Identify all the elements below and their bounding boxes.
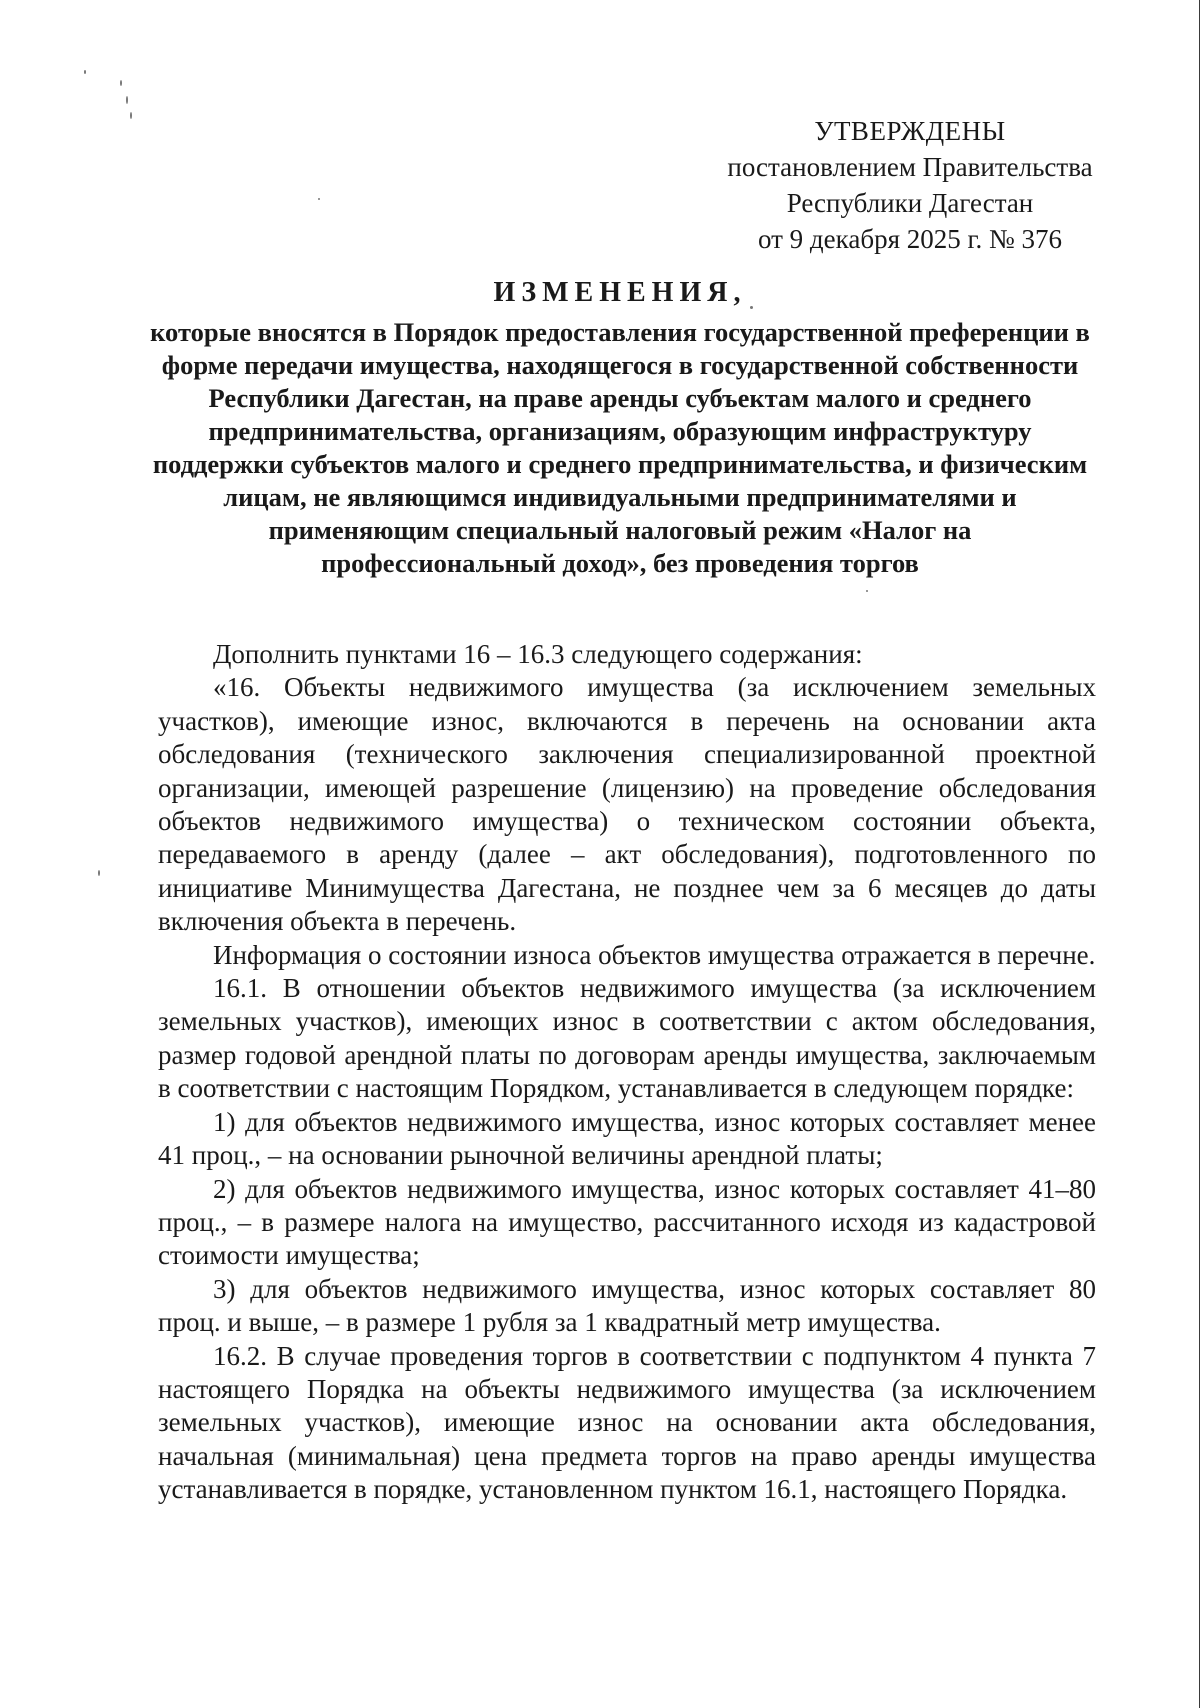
paragraph-16: «16. Объекты недвижимого имущества (за исключением земельных участков), имеющие износ, включаются в перечень на основании акта обследования (технического заключения специализированной проектной организации, имеющей разрешение (лицензию) на проведение обследования объектов недвижимого имущества) о техническом состоянии объекта, передаваемого в аренду (далее – акт обследования), подготовленного по инициативе Минимущества Дагестана, не позднее чем за 6 месяцев до даты включения объекта в перечень. [158, 672, 1096, 937]
scan-speck [130, 112, 132, 119]
document-title-block [150, 276, 1090, 580]
approval-line: постановлением Правительства [727, 152, 1093, 182]
scan-speck [120, 80, 122, 86]
scan-speck [126, 96, 128, 104]
scan-speck [318, 198, 320, 200]
approval-date: от 9 декабря 2025 г. № 376 [757, 224, 1063, 254]
document-title: ИЗМЕНЕНИЯ, [493, 277, 747, 308]
document-subtitle: которые вносятся в Порядок предоставления государственной преференции в форме передачи имущества, находящегося в государственной собственности Республики Дагестан, на праве аренды субъектам малого и среднего предпринимательства, организациям, образующим инфраструктуру поддержки субъектов малого и среднего предпринимательства, и физическим лицам, не являющимся индивидуальными предпринимателями и применяющим специальный налоговый режим «Налог на профессиональный доход», без проведения торгов [150, 317, 1090, 578]
paragraph-16-2: 16.2. В случае проведения торгов в соответствии с подпунктом 4 пункта 7 настоящего Порядка на объекты недвижимого имущества (за исключением земельных участков), имеющие износ на основании акта обследования, начальная (минимальная) цена предмета торгов на право аренды имущества устанавливается в порядке, установленном пунктом 16.1, настоящего Порядка. [158, 1340, 1096, 1505]
scan-speck [84, 70, 86, 74]
list-item-3: 3) для объектов недвижимого имущества, износ которых составляет 80 проц. и выше, – в размере 1 рубля за 1 квадратный метр имущества. [158, 1273, 1096, 1338]
list-item-2: 2) для объектов недвижимого имущества, износ которых составляет 41–80 проц., – в размере налога на имущество, рассчитанного исходя из кадастровой стоимости имущества; [158, 1173, 1096, 1271]
approval-line: Республики Дагестан [786, 188, 1034, 218]
approval-heading: УТВЕРЖДЕНЫ [814, 116, 1006, 146]
paragraph-intro: Дополнить пунктами 16 – 16.3 следующего содержания: [213, 639, 863, 669]
paragraph-16-info: Информация о состоянии износа объектов имущества отражается в перечне. [213, 939, 1096, 970]
scan-speck [866, 590, 868, 592]
document-body [158, 638, 1096, 1507]
scan-speck [98, 870, 100, 876]
approval-block [700, 113, 1120, 257]
paragraph-16-1: 16.1. В отношении объектов недвижимого имущества (за исключением земельных участков), имеющих износ в соответствии с актом обследования, размер годовой арендной платы по договорам аренды имущества, заключаемым в соответствии с настоящим Порядком, устанавливается в следующем порядке: [158, 973, 1096, 1104]
list-item-1: 1) для объектов недвижимого имущества, износ которых составляет менее 41 проц., – на основании рыночной величины арендной платы; [158, 1106, 1096, 1171]
